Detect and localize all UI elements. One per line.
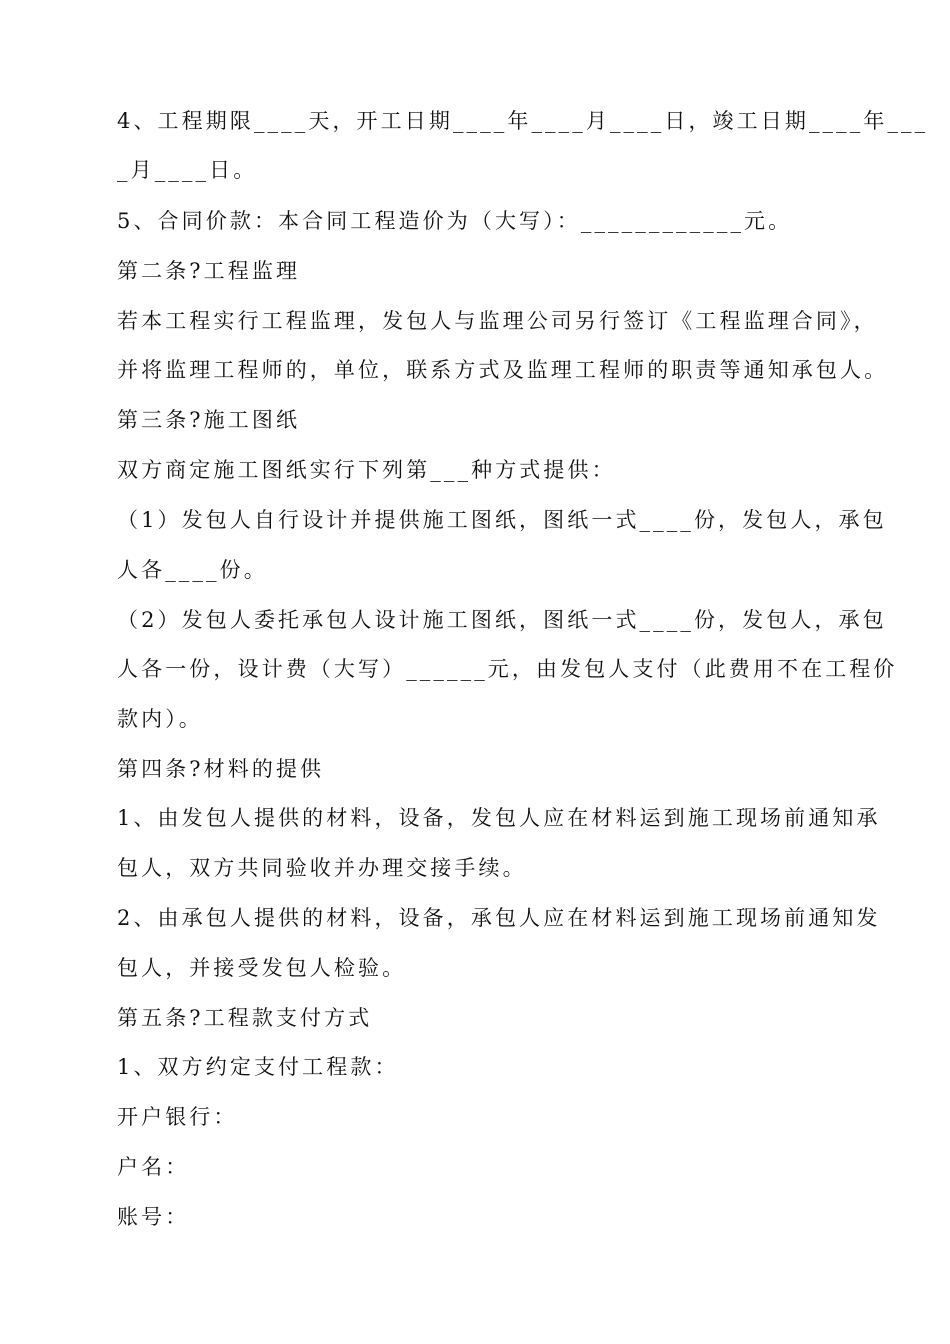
term-line: 4、工程期限____天，开工日期____年____月____日，竣工日期____年___	[117, 109, 929, 133]
option-1-line-continued: 人各____份。	[117, 558, 268, 582]
material-1-line-continued: 包人，双方共同验收并办理交接手续。	[117, 856, 527, 880]
option-2-line-end: 款内）。	[117, 707, 203, 731]
material-2-line: 2、由承包人提供的材料，设备，承包人应在材料运到施工现场前通知发	[117, 906, 881, 930]
section-heading-5: 第五条?工程款支付方式	[117, 1006, 373, 1030]
section-heading-4: 第四条?材料的提供	[117, 757, 325, 781]
material-1-line: 1、由发包人提供的材料，设备，发包人应在材料运到施工现场前通知承	[117, 806, 881, 830]
account-number-label: 账号：	[117, 1205, 190, 1229]
section-heading-2: 第二条?工程监理	[117, 259, 301, 283]
price-line: 5、合同价款：本合同工程造价为（大写）：____________元。	[117, 209, 793, 233]
option-2-line: （2）发包人委托承包人设计施工图纸，图纸一式____份，发包人，承包	[117, 608, 887, 632]
option-2-line-continued: 人各一份，设计费（大写）______元，由发包人支付（此费用不在工程价	[117, 657, 898, 681]
payment-line: 1、双方约定支付工程款：	[117, 1055, 399, 1079]
account-name-label: 户名：	[117, 1155, 190, 1179]
option-1-line: （1）发包人自行设计并提供施工图纸，图纸一式____份，发包人，承包	[117, 508, 887, 532]
paragraph-line: 双方商定施工图纸实行下列第___种方式提供：	[117, 458, 616, 482]
material-2-line-continued: 包人，并接受发包人检验。	[117, 956, 407, 980]
paragraph-line: 并将监理工程师的，单位，联系方式及监理工程师的职责等通知承包人。	[117, 358, 889, 382]
term-line-continued: _月____日。	[117, 158, 258, 182]
paragraph-line: 若本工程实行工程监理，发包人与监理公司另行签订《工程监理合同》，	[117, 309, 878, 333]
bank-name-label: 开户银行：	[117, 1105, 238, 1129]
section-heading-3: 第三条?施工图纸	[117, 408, 301, 432]
